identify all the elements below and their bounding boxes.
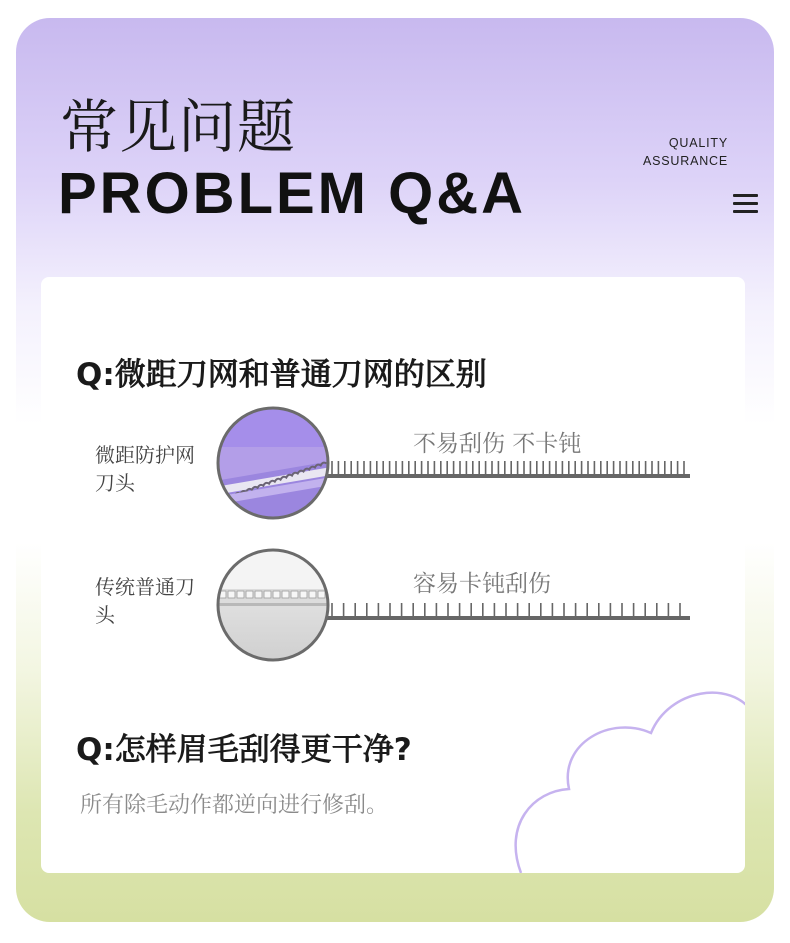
menu-icon[interactable]	[733, 194, 759, 214]
blade-scale-standard	[326, 597, 696, 621]
quality-assurance-tag	[643, 134, 728, 170]
page-title-en: PROBLEM Q&A	[58, 161, 526, 226]
tag-line-2: ASSURANCE	[643, 154, 728, 168]
tag-line-1: QUALITY	[668, 136, 728, 150]
page-title-cn: 常见问题	[60, 93, 297, 161]
micro-blade-closeup	[215, 405, 331, 521]
blade-scale-micro	[326, 455, 696, 479]
blade-label-standard: 传统普通刀头	[95, 575, 195, 627]
question-1: Q:微距刀网和普通刀网的区别	[76, 357, 487, 393]
question-2: Q:怎样眉毛刮得更干净?	[76, 732, 412, 768]
blade-desc-micro: 不易刮伤 不卡钝	[413, 431, 582, 457]
answer-2: 所有除毛动作都逆向进行修刮。	[80, 793, 389, 818]
faq-card	[41, 277, 745, 873]
blade-label-micro: 微距防护网刀头	[95, 443, 195, 495]
blade-desc-standard: 容易卡钝刮伤	[413, 571, 551, 597]
standard-blade-closeup	[215, 547, 331, 663]
